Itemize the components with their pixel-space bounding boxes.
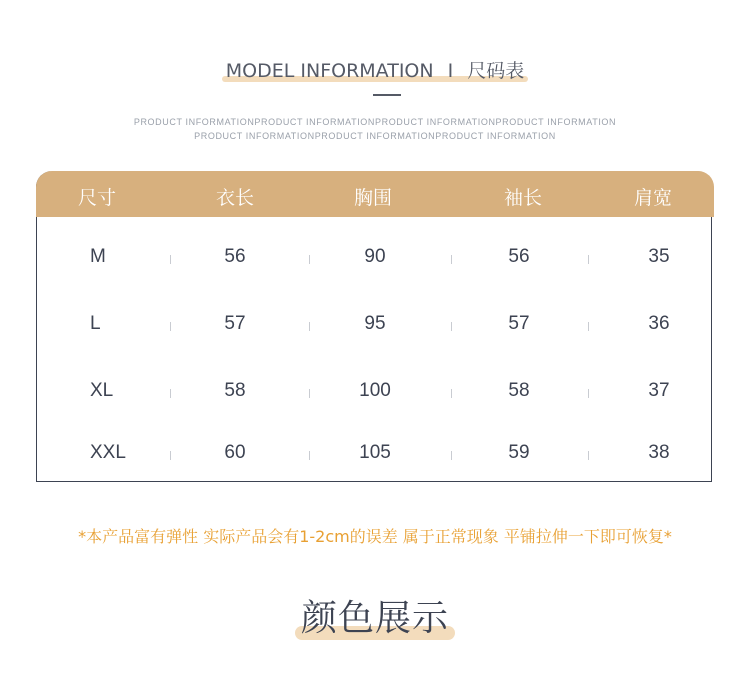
cell-size: XXL [90, 442, 126, 463]
column-header-shoulder: 肩宽 [633, 187, 673, 209]
cell-sleeve: 58 [508, 380, 530, 401]
cell-chest: 95 [364, 313, 386, 334]
cell-sleeve: 56 [508, 246, 530, 267]
table-row [37, 313, 713, 343]
cell-shoulder: 36 [648, 313, 670, 334]
size-chart-header [0, 56, 750, 83]
cell-chest: 90 [364, 246, 386, 267]
cell-chest: 100 [359, 380, 391, 401]
size-chart-title [222, 56, 528, 83]
cell-size: L [90, 313, 101, 334]
color-display-title-text: 颜色展示 [300, 598, 449, 639]
column-header-chest: 胸围 [353, 187, 393, 209]
title-chinese: 尺码表 [467, 60, 525, 82]
size-table-header [36, 171, 714, 217]
cell-shoulder: 37 [648, 380, 670, 401]
cell-size: XL [90, 380, 114, 401]
size-table [36, 171, 712, 482]
cell-shoulder: 35 [648, 246, 670, 267]
cell-sleeve: 59 [508, 442, 530, 463]
cell-length: 57 [224, 313, 246, 334]
title-english: MODEL INFORMATION [225, 60, 434, 82]
cell-shoulder: 38 [648, 442, 670, 463]
cell-length: 58 [224, 380, 246, 401]
column-header-sleeve: 袖长 [503, 187, 543, 209]
color-display-title [297, 590, 453, 641]
cell-length: 56 [224, 246, 246, 267]
table-row [37, 380, 713, 410]
subtitle-line-2: PRODUCT INFORMATIONPRODUCT INFORMATIONPRODUCT INFORMATION [194, 131, 556, 141]
cell-length: 60 [224, 442, 246, 463]
table-row [37, 246, 713, 276]
cell-size: M [90, 246, 106, 267]
column-header-size: 尺寸 [77, 187, 117, 209]
title-underline-dash [373, 94, 401, 96]
cell-sleeve: 57 [508, 313, 530, 334]
elasticity-note: *本产品富有弹性 实际产品会有1-2cm的误差 属于正常现象 平铺拉伸一下即可恢复* [78, 527, 672, 546]
title-separator: I [447, 60, 454, 82]
cell-chest: 105 [359, 442, 391, 463]
color-display-section [0, 590, 750, 641]
column-header-length: 衣长 [215, 187, 255, 209]
subtitle-line-1: PRODUCT INFORMATIONPRODUCT INFORMATIONPRODUCT INFORMATIONPRODUCT INFORMATION [133, 117, 617, 127]
table-row [37, 442, 713, 472]
